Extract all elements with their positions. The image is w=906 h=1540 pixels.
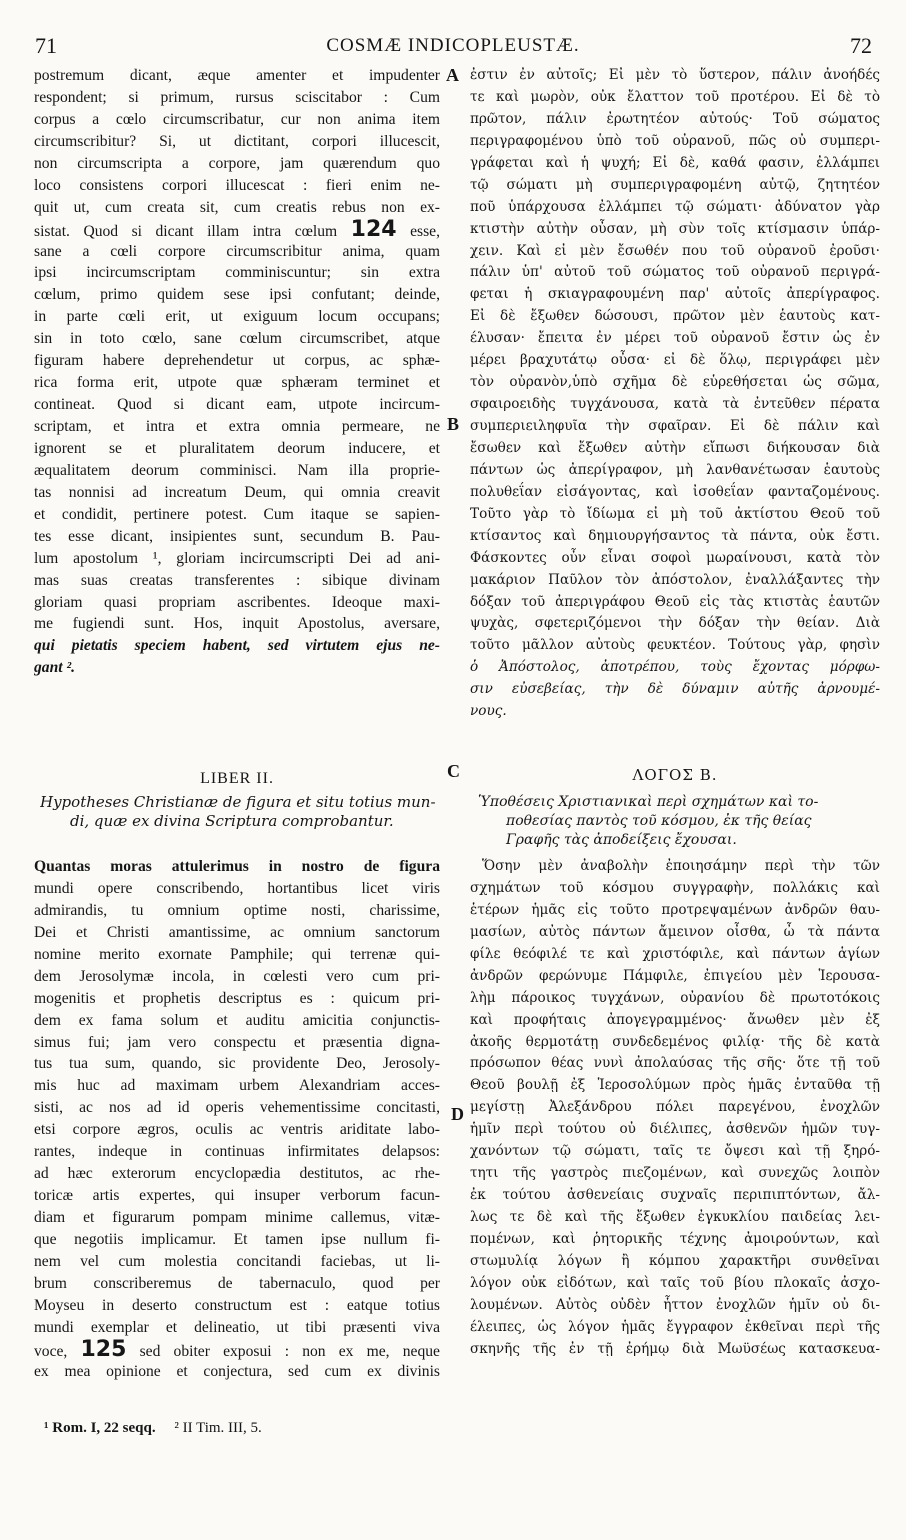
text-line: æqualitatem deorum comminisci. Nam illa proprie- bbox=[34, 461, 440, 479]
page-number-left: 71 bbox=[35, 33, 57, 58]
text-line: πρόσωπον θέας νυνὶ ἀπολαύσας τῆς σῆς· ὅτε τῇ τοῦ bbox=[470, 1055, 880, 1072]
page-number-right: 72 bbox=[850, 33, 872, 58]
text-line: qui pietatis speciem habent, sed virtutem ejus ne- bbox=[34, 637, 440, 655]
text-line: gant ². bbox=[34, 659, 76, 677]
text-line: postremum dicant, æque amenter et impudenter bbox=[34, 67, 440, 84]
text-line: σιν εὐσεβείας, τὴν δὲ δύναμιν αὐτῆς ἀρνουμέ- bbox=[470, 681, 880, 698]
text-line: χειν. Καὶ εἰ μὲν ἔσωθέν που τοῦ οὐρανοῦ ἐροῦσι· bbox=[470, 242, 880, 259]
text-line: έλειπες, ὡς λόγον ἡμᾶς ἔγγραφον ἐκθεῖναι περὶ τῆς bbox=[470, 1318, 880, 1335]
text-line: χανόντων τῷ σώματι, ταῖς τε ὄψεσι καὶ τῇ ξηρό- bbox=[470, 1143, 880, 1160]
latin-column-top bbox=[34, 65, 440, 679]
text-line: loco consistens corpori illucescat : fieri enim ne- bbox=[34, 176, 440, 194]
footnotes bbox=[44, 1420, 262, 1437]
subtitle-line: Γραφῆς τὰς ἀποδείξεις ἔχουσαι. bbox=[506, 832, 737, 848]
text-line: in parte cœli erit, ut exiguum locum occupans; bbox=[34, 308, 440, 326]
text-line: etsi corpore ægros, oculis ac ventris ariditate labo- bbox=[34, 1121, 440, 1139]
text-line: ἐστιν ἐν αὐτοῖς; Εἰ μὲν τὸ ὕστερον, πάλιν ἀνοήδές bbox=[470, 67, 880, 83]
text-line: ad hæc exterorum encyclopædia destitutos, ac rhe- bbox=[34, 1165, 440, 1183]
text-line: φίλε θεόφιλέ τε καὶ χριστόφιλε, καὶ πάντων ἁγίων bbox=[470, 945, 880, 962]
text-fragment: voce, bbox=[34, 1342, 68, 1360]
footnote-1-mark: ¹ bbox=[44, 1420, 49, 1436]
text-line: mundi opere conscribendo, hortantibus licet viris bbox=[34, 879, 440, 897]
text-line: περιγραφομένου ὑπὸ τοῦ οὐρανοῦ, πῶς οὐ συμπερι- bbox=[470, 132, 880, 149]
text-line: corpus a cœlo circumscribatur, cur non anima item bbox=[34, 110, 440, 128]
text-line: nomine merito exornate Pamphile; qui terrenæ qui- bbox=[34, 945, 440, 963]
text-line: rantes, indeque in continuas infirmitates delapsos: bbox=[34, 1143, 440, 1161]
text-line: λουμένων. Αὐτὸς οὐδὲν ἧττον ἐνοχλῶν ἡμῖν οὐ δι- bbox=[470, 1296, 880, 1313]
footnote-2-text: II Tim. III, 5. bbox=[182, 1420, 262, 1436]
text-line: πρῶτον, πάλιν ἐρωτητέον αὐτούς· Τοῦ σώματος bbox=[470, 110, 880, 127]
text-line: πάλιν ὑπ' αὐτοῦ τοῦ σώματος τοῦ οὐρανοῦ περιγρά- bbox=[470, 264, 880, 281]
text-line: Quantas moras attulerimus in nostro de figura bbox=[34, 858, 440, 875]
margin-letter-b: B bbox=[447, 414, 460, 434]
text-line: simus fui; jam vero conspectu et præsentia digna- bbox=[34, 1033, 440, 1051]
text-line-with-number bbox=[34, 1339, 440, 1361]
text-line: sisti, ac nos ad id operis vehementissime concitasti, bbox=[34, 1099, 440, 1117]
margin-letter-c: C bbox=[447, 761, 460, 781]
text-line: ignorent se et pluralitatem deorum inducere, et bbox=[34, 439, 440, 457]
text-line: έλυσαν· ἔπειτα ἐν μέρει τοῦ οὐρανοῦ ἔστιν ὡς ἐν bbox=[470, 330, 880, 347]
text-line: μασίων, αὐτὸς πάντων ἄμεινον οἶσθα, ὦ τὰ πάντα bbox=[470, 923, 880, 940]
text-line: brum conscriberemus de tabernaculo, quod per bbox=[34, 1274, 440, 1292]
text-line: respondent; si primum, rursus sciscitabor : Cum bbox=[34, 88, 440, 106]
text-line: τοῦτο μᾶλλον αὐτοὺς φευκτέον. Τούτους γὰρ, φησὶν bbox=[470, 637, 880, 654]
running-title: COSMÆ INDICOPLEUSTÆ. bbox=[326, 35, 580, 56]
text-line: λως τε δὲ καὶ τῆς ἔξωθεν ἐγκυκλίου παιδείας λει- bbox=[470, 1209, 880, 1225]
subtitle-line: Hypotheses Christianæ de figura et situ totius mun- bbox=[40, 793, 436, 811]
text-line: ἐκ τούτου ἀσθενείαις συχναῖς περιπιπτόντων, ἄλ- bbox=[470, 1187, 880, 1204]
text-line: κτιστὴν αὐτὴν οὖσαν, μὴ σὺν τοῖς κτίσμασιν ὑπάρ- bbox=[470, 220, 880, 237]
margin-letter-a: A bbox=[446, 65, 459, 85]
running-header bbox=[0, 33, 906, 63]
text-line: Dei et Christi amantissime, ac omnium sanctorum bbox=[34, 923, 440, 941]
text-line: tes esse dicant, insipientes sunt, secundum B. Pau- bbox=[34, 527, 440, 545]
greek-column-top bbox=[470, 65, 880, 723]
text-line-with-number bbox=[34, 219, 440, 241]
text-line: toricæ artis expertes, qui insuper verborum facun- bbox=[34, 1187, 440, 1205]
text-fragment: sistat. Quod si dicant illam intra cœlum bbox=[34, 222, 338, 240]
text-line: ἀνδρῶν φερώνυμε Πάμφιλε, ἐπιγείου μὲν Ἱερουσα- bbox=[470, 967, 880, 984]
book-heading-latin: LIBER II. bbox=[200, 770, 274, 787]
greek-subtitle bbox=[478, 793, 883, 850]
text-line: γράφεται καὶ ἡ ψυχή; Εἰ δὲ, καθά φασιν, ἐλλάμπει bbox=[470, 154, 880, 171]
text-line: καὶ προφήταις ἀπογεγραμμένος· ἄνωθεν μὲν ἐξ bbox=[470, 1011, 880, 1028]
text-line: ipsi incircumscriptam comminiscuntur; sin extra bbox=[34, 264, 440, 282]
text-line: νους. bbox=[470, 703, 507, 720]
text-line: Moyseu in deserto constructum est : eatque totius bbox=[34, 1296, 440, 1314]
text-line: et condidit, pertinere potest. Cum itaque se sapien- bbox=[34, 505, 440, 523]
text-line: cœlum, primo quidem sese ipsi confutant; deinde, bbox=[34, 286, 440, 304]
text-line: sin in toto cœlo, sane cœlum circumscribet, atque bbox=[34, 330, 440, 348]
margin-letter-d: D bbox=[451, 1104, 464, 1124]
text-line: πομένων, καὶ ῥητορικῆς τέχνης ἀμοιρούντων, καὶ bbox=[470, 1230, 880, 1247]
text-line: mogenitis et prophetis descriptus es : quicum pri- bbox=[34, 989, 440, 1007]
column-number-125: 125 bbox=[80, 1338, 127, 1361]
text-line: μεγίστῃ Ἀλεξάνδρου πόλει παρεγένου, ἐνοχλῶν bbox=[470, 1099, 880, 1116]
text-line: συμπεριειληφυῖα τὴν σφαῖραν. Εἰ δὲ πάλιν καὶ bbox=[470, 418, 880, 434]
text-line: sane a cœli corpore circumscribitur anima, quam bbox=[34, 242, 440, 260]
text-line: ἑτέρων ἡμᾶς εἰς τοῦτο προτρεψαμένων ἀνδρῶν θαυ- bbox=[470, 901, 880, 918]
text-line: ἔσωθεν καὶ ἔξωθεν αὐτὴν εἴπωσι διήκουσαν διὰ bbox=[470, 439, 880, 456]
text-line: contineat. Quod si dicant eam, utpote incircum- bbox=[34, 396, 440, 414]
text-line: Εἰ δὲ ἔξωθεν δώσουσι, πρῶτον μὲν ἑαυτοὺς κατ- bbox=[470, 308, 880, 325]
subtitle-line: ποθεσίας παντὸς τοῦ κόσμου, ἐκ τῆς θείας bbox=[506, 813, 812, 829]
text-line: ἡμῖν περὶ τούτου οὐ διέλιπες, ἀσθενῶν ἡμῶν τυγ- bbox=[470, 1121, 880, 1138]
text-line: κτίσαντος καὶ δημιουργήσαντος τὰ πάντα, οὐκ ἔστι. bbox=[470, 527, 880, 544]
subtitle-line: Ὑποθέσεις Χριστιανικαὶ περὶ σχημάτων καὶ το- bbox=[478, 794, 819, 810]
text-line: τητι τῆς γαστρὸς πιεζομένων, καὶ συνεχῶς λοιπὸν bbox=[470, 1165, 880, 1182]
text-line: tas nonnisi ad increatum Deum, qui omnia creavit bbox=[34, 483, 440, 501]
text-line: rica forma erit, utpote quæ sphæram terminet et bbox=[34, 374, 440, 392]
latin-subtitle bbox=[40, 793, 440, 831]
column-number-124: 124 bbox=[350, 218, 397, 241]
text-line: dem ex fama solum et auditu amicitia conjunctis- bbox=[34, 1011, 440, 1029]
text-line: σχημάτων τοῦ κόσμου συγγραφὴν, πολλάκις καὶ bbox=[470, 879, 880, 896]
text-line: μακάριον Παῦλον τὸν ἀπόστολον, ἐναλλάξαντες τὴν bbox=[470, 571, 880, 588]
text-line: ἀκοῆς θερμοτάτῃ συνδεδεμένος φιλίᾳ· τῆς δὲ κατὰ bbox=[470, 1033, 880, 1050]
text-line: quit ut, cum creata sit, cum creatis rebus non ex- bbox=[34, 198, 440, 216]
text-line: τε καὶ μωρὸν, οὐκ ἔλαττον τοῦ προτέρου. Εἰ δὲ τὸ bbox=[470, 88, 880, 105]
latin-column-bottom bbox=[34, 856, 440, 1383]
text-line: admirandis, tu omnium optime nosti, charissime, bbox=[34, 901, 440, 919]
text-line: μέρει βραχυτάτῳ οὖσα· εἰ δὲ ὅλῳ, περιγράφει μὲν bbox=[470, 352, 880, 369]
text-line: λὴμ πάροικος τυγχάνων, οὐρανίου δὲ πρωτοτόκοις bbox=[470, 989, 880, 1006]
text-line: πάντων ὡς ἀπερίγραφον, μὴ λανθανέτωσαν ἑαυτοὺς bbox=[470, 461, 880, 478]
text-line: que negotiis implicamur. Et tamen ipse nullum fi- bbox=[34, 1230, 440, 1248]
footnote-1-text: Rom. I, 22 seqq. bbox=[52, 1420, 156, 1436]
text-line: mas suas creatas transferentes : sibique divinam bbox=[34, 571, 440, 589]
text-line: non circumscripta a corpore, jam quærendum quo bbox=[34, 154, 440, 172]
text-line: circumscribitur? Si, ut dictitant, corpori illucescit, bbox=[34, 132, 440, 150]
text-line: scriptam, et intra et extra omnia permeare, ne bbox=[34, 418, 440, 435]
text-line: Τοῦτο γὰρ τὸ ἴδίωμα εἰ μὴ τοῦ ἀκτίστου Θεοῦ τοῦ bbox=[470, 505, 880, 522]
text-line: ποῦ ὑπάρχουσα ἐλλάμπει τῷ σώματι· ἀδύνατον γὰρ bbox=[470, 198, 880, 215]
greek-column-bottom bbox=[470, 856, 880, 1361]
text-line: δόξαν τοῦ ἀπεριγράφου Θεοῦ εἰς τὰς κτιστὰς ἑαυτῶν bbox=[470, 593, 880, 610]
text-line: πολυθεΐαν εἰσάγοντας, καὶ ἰσοθεΐαν φανταζομένους. bbox=[470, 483, 880, 500]
text-line: diam et figurarum pompam minime callemus, vitæ- bbox=[34, 1209, 440, 1226]
text-line: σφαιροειδὴς τυγχάνουσα, κατὰ τὰ ἐντεῦθεν πέρατα bbox=[470, 396, 880, 413]
text-line: gloriam quasi propriam ascribentes. Ideoque maxi- bbox=[34, 593, 440, 611]
text-line: Ὅσην μὲν ἀναβολὴν ἐποιησάμην περὶ τὴν τῶν bbox=[482, 858, 880, 874]
text-line: ex mea opinione et conjectura, sed cum ex divinis bbox=[34, 1362, 440, 1380]
text-line: φεται ἡ σκιαγραφουμένη παρ' αὐτοῖς ἀπερίγραφος. bbox=[470, 286, 880, 303]
text-line: tus tua sum, quando, sic providente Deo, Jerosoly- bbox=[34, 1055, 440, 1073]
text-line: mundi exemplar et delineatio, ut tibi præsenti viva bbox=[34, 1318, 440, 1336]
text-line: τὸν οὐρανὸν,ὑπὸ σχῆμα δὲ εὑρεθήσεται ὡς σῶμα, bbox=[470, 374, 880, 391]
text-line: nem vel cum molestia concitandi faciebas, ut li- bbox=[34, 1252, 440, 1270]
text-line: lum apostolum ¹, gloriam incircumscripti Dei ad ani- bbox=[34, 549, 440, 567]
text-line: mis huc ad maximam urbem Alexandriam acces- bbox=[34, 1077, 440, 1095]
text-line: ψυχὰς, σφετεριζόμενοι τὴν δόξαν τὴν θείαν. Διὰ bbox=[470, 615, 880, 632]
text-line: στωμυλίᾳ λόγων ἢ κόμπου χαρακτῆρι συνθεῖναι bbox=[470, 1252, 880, 1269]
text-line: figuram habere deprehendetur ut corpus, ac sphæ- bbox=[34, 352, 440, 370]
text-line: σκηνῆς τῆς ἐν τῇ ἐρήμῳ διὰ Μωϋσέως κατασκευα- bbox=[470, 1340, 880, 1357]
book-heading-greek: ΛΟΓΟΣ Β. bbox=[632, 766, 718, 784]
text-line: me fugiendi sunt. Hos, inquit Apostolus, aversare, bbox=[34, 615, 440, 633]
text-line: ὁ Ἀπόστολος, ἀποτρέπου, τοὺς ἔχοντας μόρφω- bbox=[470, 659, 880, 676]
text-line: Θεοῦ βουλῇ ἐξ Ἱεροσολύμων πρὸς ἡμᾶς ἐνταῦθα τῇ bbox=[470, 1077, 880, 1094]
footnote-2-mark: ² bbox=[174, 1420, 179, 1436]
text-fragment: esse, bbox=[410, 222, 440, 240]
subtitle-line: di, quæ ex divina Scriptura comprobantur. bbox=[70, 812, 394, 830]
text-fragment: sed obiter exposui : non ex me, neque bbox=[139, 1342, 440, 1360]
text-line: dem Jerosolymæ incola, in cœlesti vero cum pri- bbox=[34, 967, 440, 985]
text-line: λόγον οὐκ εἰδότων, καὶ ταῖς τοῦ βίου πλοκαῖς ἀσχο- bbox=[470, 1274, 880, 1291]
text-line: τῷ σώματι μὴ συμπεριγραφομένη αὐτῷ, ζητητέον bbox=[470, 176, 880, 193]
text-line: Φάσκοντες οὖν εἶναι σοφοὶ μωραίνουσι, κατὰ τὸν bbox=[470, 549, 880, 566]
